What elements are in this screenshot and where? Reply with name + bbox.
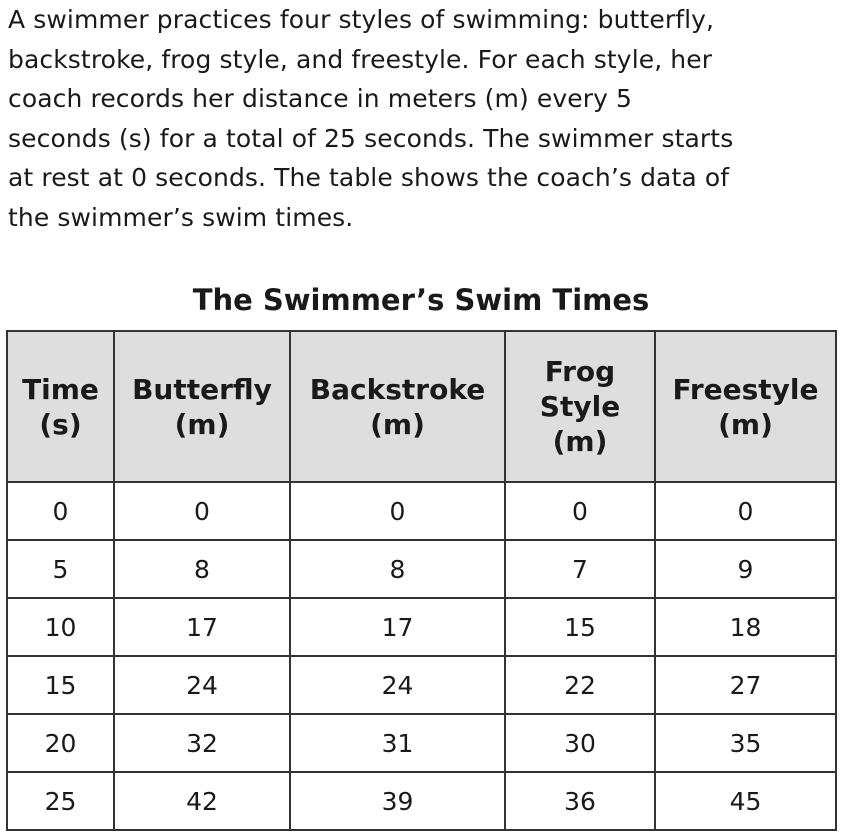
cell-butterfly: 17 <box>114 598 290 656</box>
table-row <box>7 714 836 772</box>
header-unit: (m) <box>174 407 230 441</box>
table-row <box>7 482 836 540</box>
cell-backstroke: 8 <box>290 540 505 598</box>
cell-freestyle: 9 <box>655 540 836 598</box>
cell-frog-style: 22 <box>505 656 655 714</box>
table-row <box>7 772 836 830</box>
header-butterfly <box>114 331 290 482</box>
cell-butterfly: 24 <box>114 656 290 714</box>
cell-time: 10 <box>7 598 114 656</box>
cell-freestyle: 45 <box>655 772 836 830</box>
cell-freestyle: 0 <box>655 482 836 540</box>
cell-time: 25 <box>7 772 114 830</box>
header-unit: (m) <box>718 407 773 441</box>
table-row <box>7 656 836 714</box>
cell-time: 5 <box>7 540 114 598</box>
cell-frog-style: 15 <box>505 598 655 656</box>
table-header-row <box>7 331 836 482</box>
header-text: Backstroke <box>309 372 486 406</box>
cell-frog-style: 0 <box>505 482 655 540</box>
swim-times-table <box>6 330 837 831</box>
header-unit: (s) <box>39 407 82 441</box>
header-unit: (m) <box>552 425 608 458</box>
problem-line: at rest at 0 seconds. The table shows the coach’s data of <box>8 163 730 192</box>
problem-line: A swimmer practices four styles of swimming: butterfly, <box>8 5 715 34</box>
header-text: Frog <box>544 355 616 388</box>
cell-backstroke: 39 <box>290 772 505 830</box>
problem-line: backstroke, frog style, and freestyle. For each style, her <box>8 44 713 74</box>
cell-freestyle: 27 <box>655 656 836 714</box>
header-text: Butterfly <box>132 372 272 406</box>
cell-butterfly: 8 <box>114 540 290 598</box>
cell-frog-style: 30 <box>505 714 655 772</box>
table-row <box>7 598 836 656</box>
table-row <box>7 540 836 598</box>
header-time <box>7 331 114 482</box>
cell-butterfly: 42 <box>114 772 290 830</box>
header-frog-style <box>505 331 655 482</box>
problem-line: seconds (s) for a total of 25 seconds. The swimmer starts <box>8 123 734 153</box>
cell-time: 15 <box>7 656 114 714</box>
cell-time: 0 <box>7 482 114 540</box>
problem-statement <box>8 0 838 237</box>
cell-butterfly: 32 <box>114 714 290 772</box>
cell-freestyle: 18 <box>655 598 836 656</box>
header-text: Time <box>22 372 99 406</box>
cell-butterfly: 0 <box>114 482 290 540</box>
cell-backstroke: 17 <box>290 598 505 656</box>
cell-frog-style: 7 <box>505 540 655 598</box>
cell-frog-style: 36 <box>505 772 655 830</box>
header-unit: (m) <box>370 407 425 441</box>
header-freestyle <box>655 331 836 482</box>
header-text: Freestyle <box>672 372 819 406</box>
header-text: Style <box>539 390 621 423</box>
cell-backstroke: 0 <box>290 482 505 540</box>
cell-backstroke: 31 <box>290 714 505 772</box>
table-title: The Swimmer’s Swim Times <box>192 283 650 317</box>
cell-time: 20 <box>7 714 114 772</box>
problem-line: the swimmer’s swim times. <box>8 202 354 232</box>
cell-freestyle: 35 <box>655 714 836 772</box>
problem-line: coach records her distance in meters (m) every 5 <box>8 84 633 113</box>
header-backstroke <box>290 331 505 482</box>
cell-backstroke: 24 <box>290 656 505 714</box>
